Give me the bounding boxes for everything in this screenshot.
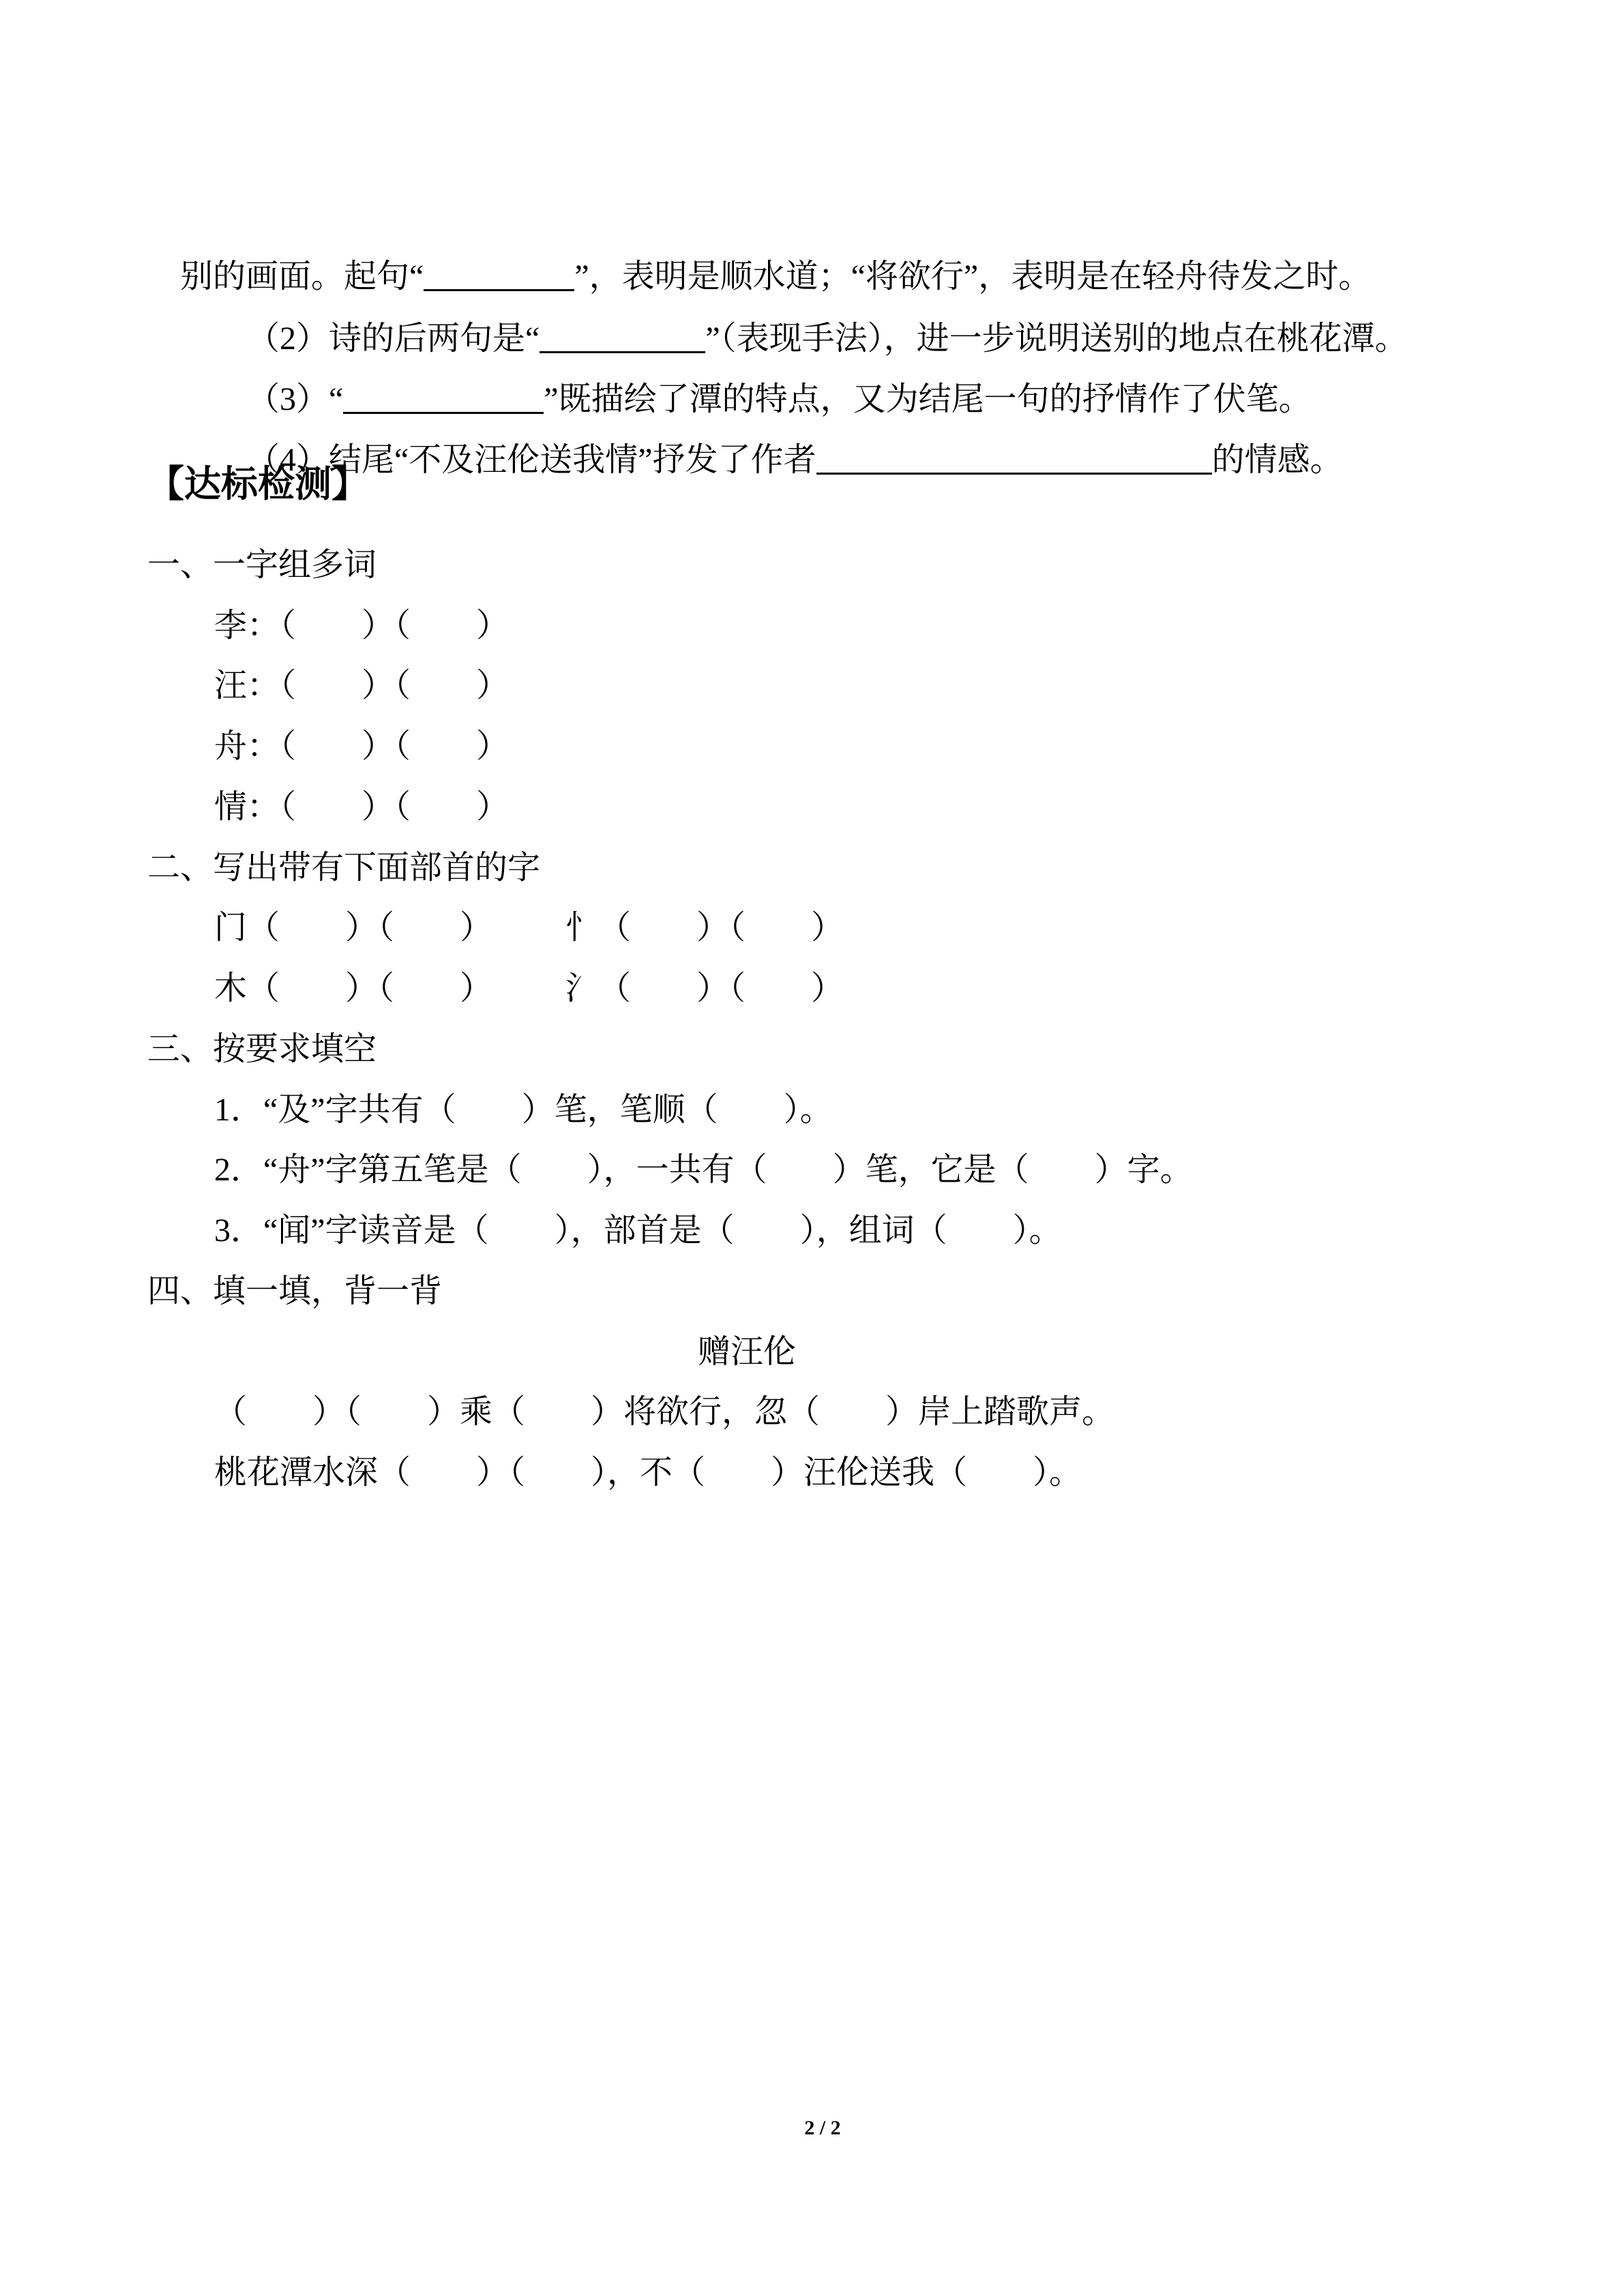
section-title: 【达标检测】 bbox=[147, 464, 368, 505]
question-4-after: 的情感。 bbox=[1211, 442, 1343, 478]
page-number: 2 / 2 bbox=[804, 2117, 841, 2139]
part4-heading: 四、填一填，背一背 bbox=[147, 1273, 443, 1309]
word-group-item: 舟：（ ）（ ） bbox=[214, 728, 510, 764]
radical-item: 门（ ）（ ） bbox=[214, 910, 493, 946]
radical-item: 木（ ）（ ） bbox=[214, 970, 493, 1007]
carryover-line-1-after: ”，表明是顺水道；“将欲行”，表明是在轻舟待发之时。 bbox=[574, 258, 1372, 295]
radical-item: 氵（ ）（ ） bbox=[565, 970, 844, 1007]
carryover-line-1-before: 别的画面。起句“ bbox=[180, 258, 424, 295]
poem-line: （ ）（ ）乘（ ）将欲行，忽（ ）岸上踏歌声。 bbox=[214, 1394, 1115, 1430]
word-group-item: 情：（ ）（ ） bbox=[214, 789, 510, 825]
question-4-before: （4）结尾“不及汪伦送我情”抒发了作者 bbox=[247, 442, 816, 478]
poem-line: 桃花潭水深（ ）（ ），不（ ）汪伦送我（ ）。 bbox=[214, 1455, 1082, 1491]
fill-in-item: 2．“舟”字第五笔是（ ），一共有（ ）笔，它是（ ）字。 bbox=[214, 1152, 1193, 1188]
part1-heading: 一、一字组多词 bbox=[147, 547, 377, 583]
question-3-before: （3）“ bbox=[247, 381, 344, 417]
part2-heading: 二、写出带有下面部首的字 bbox=[147, 850, 541, 886]
poem-title: 赠汪伦 bbox=[697, 1334, 796, 1370]
word-group-item: 李：（ ）（ ） bbox=[214, 608, 510, 644]
part3-heading: 三、按要求填空 bbox=[147, 1031, 377, 1067]
fill-in-item: 1．“及”字共有（ ）笔，笔顺（ ）。 bbox=[214, 1092, 833, 1128]
answer-blank bbox=[816, 472, 1212, 475]
word-group-item: 汪：（ ）（ ） bbox=[214, 668, 510, 704]
question-2-before: （2）诗的后两句是“ bbox=[247, 320, 540, 357]
question-3 bbox=[214, 338, 1312, 417]
carryover-line-1 bbox=[147, 215, 1372, 295]
radical-item: 忄（ ）（ ） bbox=[565, 910, 844, 946]
question-2 bbox=[214, 278, 1408, 357]
question-3-after: ”既描绘了潭的特点，又为结尾一句的抒情作了伏笔。 bbox=[544, 381, 1312, 417]
fill-in-item: 3．“闻”字读音是（ ），部首是（ ），组词（ ）。 bbox=[214, 1212, 1062, 1249]
question-2-after: ”（表现手法），进一步说明送别的地点在桃花潭。 bbox=[705, 320, 1408, 357]
question-4 bbox=[214, 399, 1343, 478]
